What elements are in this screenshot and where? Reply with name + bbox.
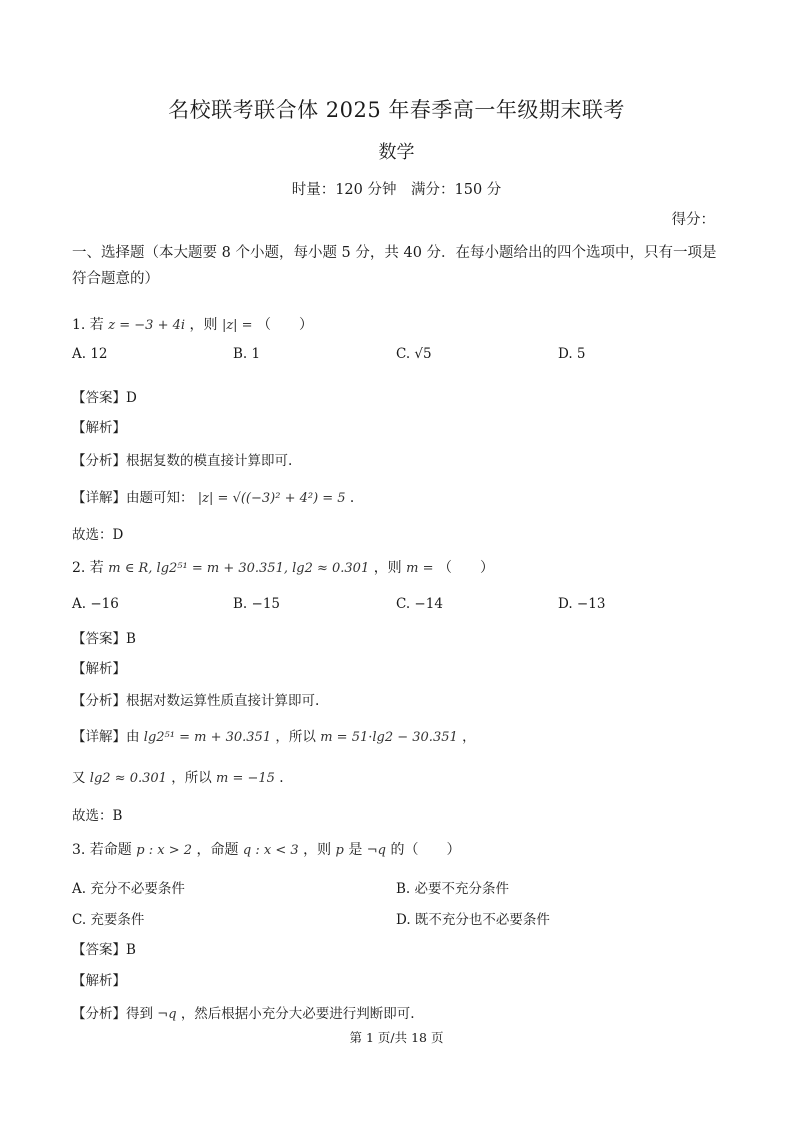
- stem-formula: z = −3 + 4i: [108, 318, 186, 333]
- stem-formula: m =: [406, 561, 434, 576]
- q1-answer: 【答案】D: [72, 390, 137, 406]
- stem-formula: q : x < 3: [242, 843, 299, 858]
- stem-text: 3. 若命题: [72, 842, 132, 858]
- q1-option-b: B. 1: [233, 346, 261, 362]
- q1-analysis-label: 【解析】: [72, 420, 126, 436]
- page-footer: 第 1 页/共 18 页: [349, 1030, 444, 1045]
- xiangjie-formula: lg2 ≈ 0.301: [89, 771, 167, 786]
- question-1-stem: [72, 314, 313, 334]
- q1-option-a: A. 12: [72, 346, 108, 362]
- stem-formula: p: [335, 843, 344, 858]
- stem-text: ，则: [373, 560, 402, 576]
- q3-option-c: C. 充要条件: [72, 912, 145, 928]
- stem-text: 1. 若: [72, 317, 104, 333]
- exam-meta: 时量：120 分钟 满分：150 分: [291, 182, 502, 198]
- q2-xiangjie: [72, 725, 476, 745]
- q3-analysis-label: 【解析】: [72, 973, 126, 989]
- xiangjie-text: ，: [462, 729, 476, 745]
- xiangjie-text: ，所以: [275, 729, 316, 745]
- fenxi-text: ，然后根据小充分大必要进行判断即可.: [180, 1006, 415, 1022]
- q1-option-c: C. √5: [396, 346, 432, 362]
- stem-bracket: （ ）: [257, 317, 314, 333]
- q3-option-d: D. 既不充分也不必要条件: [396, 912, 550, 928]
- stem-text: ，则: [303, 842, 332, 858]
- q3-fenxi: [72, 1002, 415, 1022]
- xiangjie-formula: lg2⁵¹ = m + 30.351: [143, 730, 272, 745]
- subject-title: 数学: [378, 142, 415, 163]
- q1-xiangjie: [72, 486, 354, 506]
- q1-conclusion: 故选：D: [72, 527, 124, 543]
- q2-fenxi: 【分析】根据对数运算性质直接计算即可.: [72, 693, 320, 709]
- q2-xiangjie-line2: [72, 766, 284, 786]
- q2-conclusion: 故选：B: [72, 808, 123, 824]
- page-title: 名校联考联合体 2025 年春季高一年级期末联考: [168, 98, 625, 122]
- q2-analysis-label: 【解析】: [72, 661, 126, 677]
- stem-text: ，命题: [196, 842, 239, 858]
- xiangjie-formula: |z| = √((−3)² + 4²) = 5: [197, 491, 346, 506]
- q3-option-a: A. 充分不必要条件: [72, 881, 185, 897]
- stem-text: 是: [348, 842, 363, 858]
- stem-text: 2. 若: [72, 560, 104, 576]
- q1-fenxi: 【分析】根据复数的模直接计算即可.: [72, 453, 293, 469]
- stem-text: 的（ ）: [390, 842, 461, 858]
- xiangjie-text: .: [349, 490, 355, 506]
- q2-option-d: D. −13: [558, 596, 606, 612]
- stem-formula: ¬q: [366, 843, 386, 858]
- q3-option-b: B. 必要不充分条件: [396, 881, 510, 897]
- question-3-stem: [72, 839, 460, 859]
- xiangjie-text: .: [279, 770, 284, 786]
- fenxi-text: 【分析】得到: [72, 1006, 153, 1022]
- q2-option-c: C. −14: [396, 596, 443, 612]
- stem-text: ，则: [189, 317, 218, 333]
- q2-answer: 【答案】B: [72, 631, 136, 647]
- stem-formula: m ∈ R, lg2⁵¹ = m + 30.351, lg2 ≈ 0.301: [108, 561, 370, 576]
- q3-answer: 【答案】B: [72, 942, 136, 958]
- xiangjie-formula: m = 51·lg2 − 30.351: [320, 730, 458, 745]
- stem-bracket: （ ）: [437, 560, 494, 576]
- q2-option-a: A. −16: [72, 596, 119, 612]
- question-2-stem: [72, 557, 494, 577]
- xiangjie-text: 又: [72, 770, 86, 786]
- q2-option-b: B. −15: [233, 596, 280, 612]
- score-label: 得分：: [671, 212, 715, 228]
- section-heading: 一、选择题（本大题要 8 个小题，每小题 5 分，共 40 分．在每小题给出的四个选项中，只有一项是符合题意的）: [72, 245, 717, 287]
- xiangjie-text: ，所以: [171, 770, 212, 786]
- stem-formula: p : x > 2: [136, 843, 192, 858]
- fenxi-formula: ¬q: [157, 1007, 177, 1022]
- xiangjie-text: 【详解】由题可知：: [72, 490, 194, 506]
- xiangjie-text: 【详解】由: [72, 729, 140, 745]
- xiangjie-formula: m = −15: [216, 771, 275, 786]
- q1-option-d: D. 5: [558, 346, 586, 362]
- stem-formula: |z| =: [221, 318, 253, 333]
